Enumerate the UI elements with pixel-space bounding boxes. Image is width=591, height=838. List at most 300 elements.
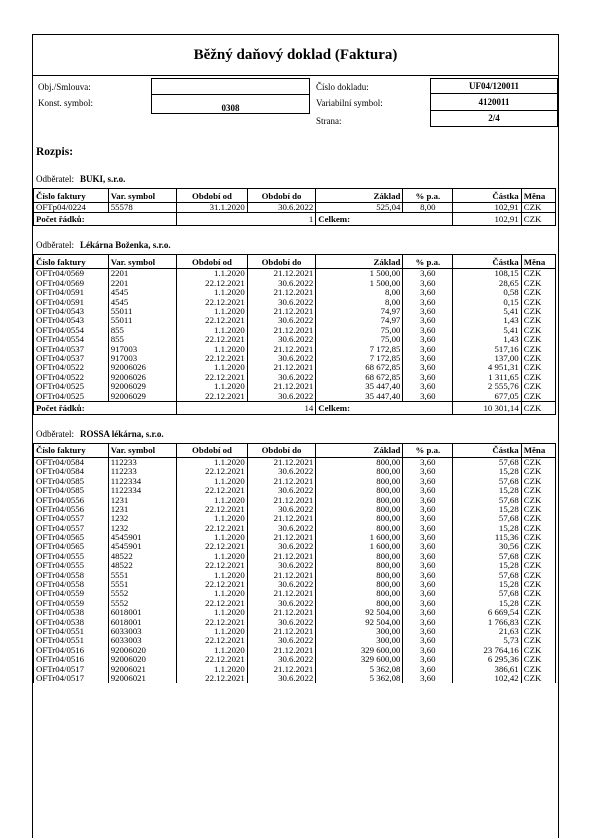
cell-currency: CZK — [521, 354, 555, 363]
cell-var-symbol: 92006029 — [108, 382, 176, 391]
cell-invoice-number: OFTr04/0554 — [34, 335, 109, 344]
table-row — [34, 326, 556, 335]
cell-period-to: 21.12.2021 — [247, 326, 315, 335]
cell-var-symbol: 48522 — [108, 552, 176, 561]
cell-currency: CZK — [521, 674, 555, 683]
cell-base-amount: 7 172,85 — [316, 354, 403, 363]
cell-period-from: 1.1.2020 — [177, 552, 248, 561]
cell-period-to: 21.12.2021 — [247, 571, 315, 580]
column-header-rate: % p.a. — [403, 443, 453, 457]
cell-var-symbol: 92006029 — [108, 391, 176, 401]
cell-invoice-number: OFTr04/0538 — [34, 618, 109, 627]
cell-period-to: 21.12.2021 — [247, 457, 315, 467]
cell-base-amount: 5 362,08 — [316, 664, 403, 673]
cell-period-from: 1.1.2020 — [177, 307, 248, 316]
cell-rate: 3,60 — [403, 571, 453, 580]
cell-period-to: 30.6.2022 — [247, 354, 315, 363]
customer-line — [33, 425, 558, 443]
cell-rate: 3,60 — [403, 288, 453, 297]
cell-currency: CZK — [521, 345, 555, 354]
cell-currency: CZK — [521, 467, 555, 476]
cell-period-to: 21.12.2021 — [247, 382, 315, 391]
konst-symbol-value: 0308 — [151, 94, 310, 114]
cell-rate: 3,60 — [403, 477, 453, 486]
cell-currency: CZK — [521, 279, 555, 288]
document-title: Běžný daňový doklad (Faktura) — [33, 35, 558, 76]
cell-period-from: 1.1.2020 — [177, 571, 248, 580]
cell-currency: CZK — [521, 664, 555, 673]
cell-base-amount: 92 504,00 — [316, 618, 403, 627]
cell-invoice-number: OFTp04/0224 — [34, 203, 109, 213]
column-header-period-from: Období od — [177, 443, 248, 457]
cell-var-symbol: 1231 — [108, 495, 176, 504]
table-row — [34, 589, 556, 598]
cell-amount: 57,68 — [453, 589, 521, 598]
cell-rate: 3,60 — [403, 618, 453, 627]
cell-period-from: 22.12.2021 — [177, 316, 248, 325]
table-row — [34, 618, 556, 627]
cell-rate: 3,60 — [403, 589, 453, 598]
cell-amount: 1,43 — [453, 335, 521, 344]
cell-currency: CZK — [521, 618, 555, 627]
cell-currency: CZK — [521, 335, 555, 344]
invoice-table — [33, 188, 556, 226]
cell-invoice-number: OFTr04/0557 — [34, 524, 109, 533]
table-header-row — [34, 443, 556, 457]
column-header-amount: Částka — [453, 255, 521, 269]
cell-rate: 3,60 — [403, 646, 453, 655]
cell-invoice-number: OFTr04/0557 — [34, 514, 109, 523]
konst-symbol-label: Konst. symbol: — [38, 98, 94, 108]
cell-base-amount: 1 600,00 — [316, 542, 403, 551]
cell-rate: 3,60 — [403, 524, 453, 533]
cell-amount: 115,36 — [453, 533, 521, 542]
cell-period-to: 21.12.2021 — [247, 514, 315, 523]
column-header-period-from: Období od — [177, 255, 248, 269]
cell-period-from: 31.1.2020 — [177, 203, 248, 213]
column-header-currency: Měna — [521, 189, 555, 203]
cell-amount: 23 764,16 — [453, 646, 521, 655]
column-header-base-amount: Základ — [316, 443, 403, 457]
cell-currency: CZK — [521, 505, 555, 514]
cell-var-symbol: 6018001 — [108, 608, 176, 617]
cell-base-amount: 74,97 — [316, 316, 403, 325]
cell-period-to: 21.12.2021 — [247, 363, 315, 372]
cell-invoice-number: OFTr04/0558 — [34, 571, 109, 580]
cell-base-amount: 525,04 — [316, 203, 403, 213]
cell-period-to: 30.6.2022 — [247, 524, 315, 533]
cell-invoice-number: OFTr04/0551 — [34, 627, 109, 636]
cell-period-to: 30.6.2022 — [247, 505, 315, 514]
cell-rate: 3,60 — [403, 561, 453, 570]
cell-currency: CZK — [521, 316, 555, 325]
cell-base-amount: 75,00 — [316, 326, 403, 335]
table-row — [34, 627, 556, 636]
cell-amount: 57,68 — [453, 552, 521, 561]
cell-var-symbol: 855 — [108, 335, 176, 344]
cell-period-from: 22.12.2021 — [177, 524, 248, 533]
cell-rate: 3,60 — [403, 580, 453, 589]
cell-base-amount: 800,00 — [316, 589, 403, 598]
customer-line — [33, 170, 558, 188]
cell-currency: CZK — [521, 571, 555, 580]
cell-invoice-number: OFTr04/0543 — [34, 316, 109, 325]
cell-currency: CZK — [521, 636, 555, 645]
cell-amount: 28,65 — [453, 279, 521, 288]
cell-rate: 3,60 — [403, 326, 453, 335]
table-row — [34, 203, 556, 213]
cell-var-symbol: 4545901 — [108, 542, 176, 551]
total-label: Celkem: — [316, 213, 453, 226]
column-header-var-symbol: Var. symbol — [108, 443, 176, 457]
column-header-period-to: Období do — [247, 189, 315, 203]
cell-rate: 3,60 — [403, 636, 453, 645]
cell-base-amount: 800,00 — [316, 505, 403, 514]
cell-amount: 30,56 — [453, 542, 521, 551]
cell-base-amount: 800,00 — [316, 514, 403, 523]
cell-period-to: 21.12.2021 — [247, 646, 315, 655]
cell-amount: 108,15 — [453, 269, 521, 279]
customer-label: Odběratel: — [36, 428, 74, 439]
cell-amount: 102,91 — [453, 203, 521, 213]
cell-var-symbol: 55011 — [108, 307, 176, 316]
cell-amount: 15,28 — [453, 486, 521, 495]
cell-invoice-number: OFTr04/0516 — [34, 655, 109, 664]
cell-rate: 3,60 — [403, 486, 453, 495]
cell-rate: 3,60 — [403, 363, 453, 372]
cell-period-from: 1.1.2020 — [177, 345, 248, 354]
cell-period-from: 1.1.2020 — [177, 664, 248, 673]
page-label: Strana: — [316, 116, 342, 126]
column-header-invoice-number: Číslo faktury — [34, 255, 109, 269]
cell-period-from: 1.1.2020 — [177, 269, 248, 279]
cell-currency: CZK — [521, 580, 555, 589]
cell-currency: CZK — [521, 514, 555, 523]
var-symbol-label: Variabilní symbol: — [316, 98, 383, 108]
cell-var-symbol: 1231 — [108, 505, 176, 514]
cell-period-to: 21.12.2021 — [247, 345, 315, 354]
cell-invoice-number: OFTr04/0565 — [34, 542, 109, 551]
cell-invoice-number: OFTr04/0584 — [34, 457, 109, 467]
cell-rate: 8,00 — [403, 203, 453, 213]
cell-currency: CZK — [521, 288, 555, 297]
customer-name: BUKI, s.r.o. — [79, 174, 126, 184]
cell-period-to: 30.6.2022 — [247, 279, 315, 288]
cell-period-to: 21.12.2021 — [247, 627, 315, 636]
cell-period-from: 22.12.2021 — [177, 467, 248, 476]
cell-invoice-number: OFTr04/0558 — [34, 580, 109, 589]
cell-var-symbol: 2201 — [108, 279, 176, 288]
column-header-base-amount: Základ — [316, 255, 403, 269]
cell-amount: 6 295,36 — [453, 655, 521, 664]
column-header-period-from: Období od — [177, 189, 248, 203]
cell-amount: 1 311,65 — [453, 373, 521, 382]
cell-rate: 3,60 — [403, 354, 453, 363]
cell-period-from: 22.12.2021 — [177, 618, 248, 627]
table-row — [34, 646, 556, 655]
cell-currency: CZK — [521, 457, 555, 467]
cell-var-symbol: 55578 — [108, 203, 176, 213]
cell-base-amount: 800,00 — [316, 477, 403, 486]
cell-currency: CZK — [521, 608, 555, 617]
cell-base-amount: 68 672,85 — [316, 363, 403, 372]
cell-rate: 3,60 — [403, 298, 453, 307]
customer-name: ROSSA lékárna, s.r.o. — [79, 428, 164, 439]
cell-base-amount: 68 672,85 — [316, 373, 403, 382]
cell-period-from: 22.12.2021 — [177, 298, 248, 307]
cell-period-from: 1.1.2020 — [177, 514, 248, 523]
cell-var-symbol: 4545 — [108, 298, 176, 307]
cell-rate: 3,60 — [403, 627, 453, 636]
cell-period-to: 30.6.2022 — [247, 542, 315, 551]
cell-period-from: 1.1.2020 — [177, 363, 248, 372]
cell-amount: 21,63 — [453, 627, 521, 636]
cell-period-from: 22.12.2021 — [177, 373, 248, 382]
table-row — [34, 279, 556, 288]
var-symbol-value: 4120011 — [430, 93, 558, 111]
column-header-var-symbol: Var. symbol — [108, 189, 176, 203]
cell-period-from: 1.1.2020 — [177, 326, 248, 335]
cell-base-amount: 329 600,00 — [316, 646, 403, 655]
cell-period-to: 30.6.2022 — [247, 486, 315, 495]
section-title: Rozpis: — [36, 146, 74, 158]
cell-rate: 3,60 — [403, 505, 453, 514]
cell-period-to: 30.6.2022 — [247, 580, 315, 589]
cell-var-symbol: 2201 — [108, 269, 176, 279]
cell-invoice-number: OFTr04/0551 — [34, 636, 109, 645]
cell-period-to: 21.12.2021 — [247, 608, 315, 617]
cell-base-amount: 800,00 — [316, 580, 403, 589]
column-header-invoice-number: Číslo faktury — [34, 443, 109, 457]
total-label: Celkem: — [316, 401, 453, 414]
cell-period-from: 22.12.2021 — [177, 561, 248, 570]
cell-var-symbol: 92006026 — [108, 373, 176, 382]
cell-var-symbol: 92006026 — [108, 363, 176, 372]
cell-var-symbol: 112233 — [108, 467, 176, 476]
table-row — [34, 664, 556, 673]
cell-period-to: 21.12.2021 — [247, 269, 315, 279]
cell-var-symbol: 917003 — [108, 345, 176, 354]
cell-base-amount: 800,00 — [316, 467, 403, 476]
invoice-table — [33, 254, 556, 414]
cell-var-symbol: 92006021 — [108, 664, 176, 673]
cell-period-to: 21.12.2021 — [247, 589, 315, 598]
cell-var-symbol: 48522 — [108, 561, 176, 570]
cell-rate: 3,60 — [403, 542, 453, 551]
cell-base-amount: 5 362,08 — [316, 674, 403, 683]
table-row — [34, 288, 556, 297]
cell-base-amount: 800,00 — [316, 457, 403, 467]
cell-amount: 0,58 — [453, 288, 521, 297]
cell-period-from: 22.12.2021 — [177, 505, 248, 514]
cell-var-symbol: 92006020 — [108, 655, 176, 664]
table-row — [34, 674, 556, 683]
cell-amount: 15,28 — [453, 580, 521, 589]
cell-rate: 3,60 — [403, 316, 453, 325]
cell-currency: CZK — [521, 326, 555, 335]
cell-var-symbol: 6033003 — [108, 636, 176, 645]
cell-amount: 15,28 — [453, 467, 521, 476]
cell-base-amount: 329 600,00 — [316, 655, 403, 664]
cell-invoice-number: OFTr04/0584 — [34, 467, 109, 476]
cell-base-amount: 800,00 — [316, 561, 403, 570]
cell-currency: CZK — [521, 524, 555, 533]
cell-var-symbol: 5551 — [108, 580, 176, 589]
cell-amount: 102,42 — [453, 674, 521, 683]
table-row — [34, 486, 556, 495]
cell-amount: 1 766,83 — [453, 618, 521, 627]
cell-period-from: 22.12.2021 — [177, 335, 248, 344]
table-row — [34, 580, 556, 589]
cell-rate: 3,60 — [403, 382, 453, 391]
cell-currency: CZK — [521, 373, 555, 382]
table-row — [34, 373, 556, 382]
cell-base-amount: 800,00 — [316, 524, 403, 533]
cell-period-to: 30.6.2022 — [247, 636, 315, 645]
total-currency: CZK — [521, 213, 555, 226]
cell-period-to: 21.12.2021 — [247, 664, 315, 673]
cell-rate: 3,60 — [403, 373, 453, 382]
table-row — [34, 307, 556, 316]
table-row — [34, 477, 556, 486]
cell-base-amount: 300,00 — [316, 636, 403, 645]
cell-var-symbol: 1232 — [108, 514, 176, 523]
table-row — [34, 533, 556, 542]
cell-rate: 3,60 — [403, 495, 453, 504]
cell-invoice-number: OFTr04/0555 — [34, 561, 109, 570]
cell-amount: 5,73 — [453, 636, 521, 645]
table-row — [34, 391, 556, 401]
table-row — [34, 571, 556, 580]
table-row — [34, 561, 556, 570]
invoice-header — [33, 76, 558, 132]
cell-base-amount: 800,00 — [316, 571, 403, 580]
cell-var-symbol: 5552 — [108, 589, 176, 598]
cell-var-symbol: 1122334 — [108, 486, 176, 495]
cell-rate: 3,60 — [403, 345, 453, 354]
cell-currency: CZK — [521, 655, 555, 664]
cell-base-amount: 800,00 — [316, 486, 403, 495]
column-header-currency: Měna — [521, 443, 555, 457]
column-header-amount: Částka — [453, 189, 521, 203]
table-row — [34, 363, 556, 372]
cell-invoice-number: OFTr04/0585 — [34, 477, 109, 486]
table-row — [34, 335, 556, 344]
cell-base-amount: 92 504,00 — [316, 608, 403, 617]
cell-currency: CZK — [521, 646, 555, 655]
cell-invoice-number: OFTr04/0556 — [34, 495, 109, 504]
cell-amount: 137,00 — [453, 354, 521, 363]
cell-invoice-number: OFTr04/0555 — [34, 552, 109, 561]
cell-amount: 15,28 — [453, 505, 521, 514]
cell-invoice-number: OFTr04/0559 — [34, 599, 109, 608]
cell-rate: 3,60 — [403, 391, 453, 401]
cell-invoice-number: OFTr04/0554 — [34, 326, 109, 335]
cell-period-from: 22.12.2021 — [177, 486, 248, 495]
cell-period-to: 21.12.2021 — [247, 307, 315, 316]
cell-base-amount: 1 600,00 — [316, 533, 403, 542]
cell-currency: CZK — [521, 552, 555, 561]
cell-invoice-number: OFTr04/0565 — [34, 533, 109, 542]
table-row — [34, 269, 556, 279]
cell-currency: CZK — [521, 363, 555, 372]
cell-rate: 3,60 — [403, 279, 453, 288]
cell-rate: 3,60 — [403, 335, 453, 344]
cell-period-from: 1.1.2020 — [177, 495, 248, 504]
cell-period-from: 1.1.2020 — [177, 533, 248, 542]
cell-invoice-number: OFTr04/0525 — [34, 391, 109, 401]
row-count-label: Počet řádků: — [34, 401, 177, 414]
cell-amount: 57,68 — [453, 514, 521, 523]
table-row — [34, 495, 556, 504]
cell-period-from: 22.12.2021 — [177, 580, 248, 589]
column-header-currency: Měna — [521, 255, 555, 269]
cell-base-amount: 8,00 — [316, 298, 403, 307]
cell-amount: 15,28 — [453, 524, 521, 533]
cell-base-amount: 300,00 — [316, 627, 403, 636]
cell-base-amount: 7 172,85 — [316, 345, 403, 354]
cell-amount: 0,15 — [453, 298, 521, 307]
cell-period-to: 30.6.2022 — [247, 335, 315, 344]
cell-period-from: 22.12.2021 — [177, 674, 248, 683]
cell-amount: 15,28 — [453, 599, 521, 608]
cell-invoice-number: OFTr04/0517 — [34, 674, 109, 683]
cell-base-amount: 1 500,00 — [316, 279, 403, 288]
cell-invoice-number: OFTr04/0591 — [34, 298, 109, 307]
cell-invoice-number: OFTr04/0591 — [34, 288, 109, 297]
table-row — [34, 345, 556, 354]
cell-period-from: 22.12.2021 — [177, 354, 248, 363]
cell-var-symbol: 855 — [108, 326, 176, 335]
column-header-rate: % p.a. — [403, 189, 453, 203]
customer-name: Lékárna Boženka, s.r.o. — [79, 240, 171, 251]
cell-currency: CZK — [521, 561, 555, 570]
cell-var-symbol: 6033003 — [108, 627, 176, 636]
totals-row — [34, 213, 556, 226]
cell-rate: 3,60 — [403, 307, 453, 316]
cell-rate: 3,60 — [403, 467, 453, 476]
cell-currency: CZK — [521, 495, 555, 504]
cell-rate: 3,60 — [403, 457, 453, 467]
table-header-row — [34, 189, 556, 203]
cell-rate: 3,60 — [403, 533, 453, 542]
cell-amount: 2 555,76 — [453, 382, 521, 391]
cell-period-from: 1.1.2020 — [177, 288, 248, 297]
cell-invoice-number: OFTr04/0569 — [34, 269, 109, 279]
cell-invoice-number: OFTr04/0522 — [34, 363, 109, 372]
table-row — [34, 524, 556, 533]
cell-currency: CZK — [521, 486, 555, 495]
cell-var-symbol: 5552 — [108, 599, 176, 608]
cell-period-from: 22.12.2021 — [177, 636, 248, 645]
cell-var-symbol: 92006020 — [108, 646, 176, 655]
cell-currency: CZK — [521, 269, 555, 279]
cell-base-amount: 800,00 — [316, 495, 403, 504]
cell-amount: 15,28 — [453, 561, 521, 570]
table-row — [34, 608, 556, 617]
table-row — [34, 542, 556, 551]
cell-amount: 5,41 — [453, 326, 521, 335]
cell-period-to: 30.6.2022 — [247, 655, 315, 664]
cell-rate: 3,60 — [403, 608, 453, 617]
cell-invoice-number: OFTr04/0556 — [34, 505, 109, 514]
cell-base-amount: 1 500,00 — [316, 269, 403, 279]
cell-period-from: 1.1.2020 — [177, 477, 248, 486]
cell-var-symbol: 1232 — [108, 524, 176, 533]
cell-period-to: 21.12.2021 — [247, 552, 315, 561]
total-value: 102,91 — [453, 213, 521, 226]
cell-base-amount: 74,97 — [316, 307, 403, 316]
